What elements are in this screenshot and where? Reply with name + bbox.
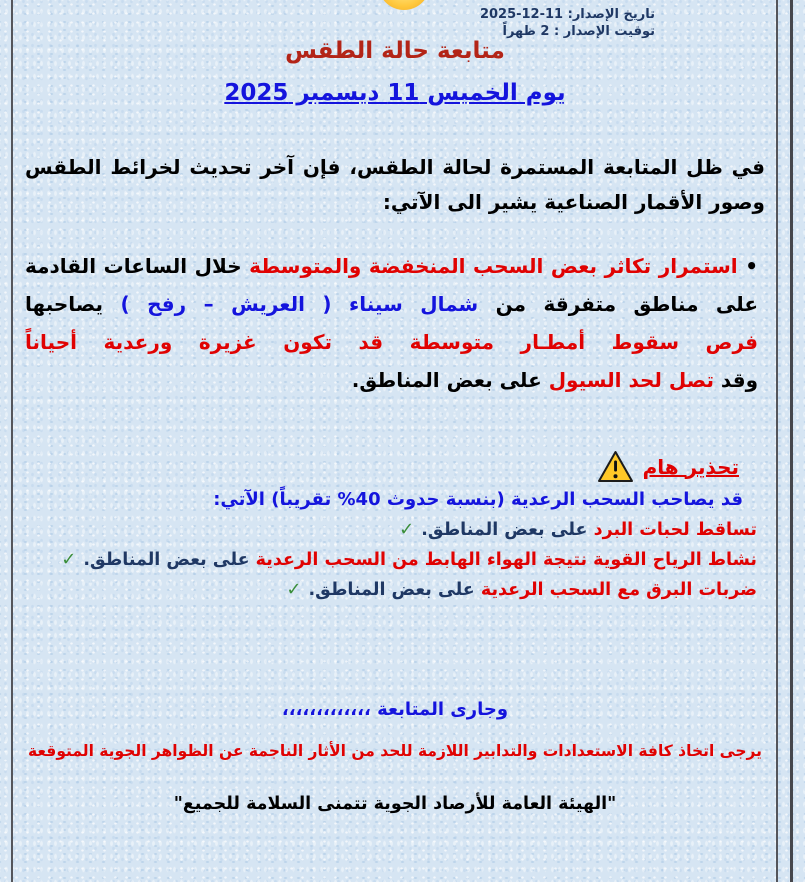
page-subtitle: يوم الخميس 11 ديسمبر 2025: [224, 80, 566, 106]
bullet-line-1: • استمرار تكاثر بعض السحب المنخفضة والمتوسطة خلال الساعات القادمة: [25, 254, 758, 278]
check-icon: ✓: [399, 519, 415, 540]
issue-info: [480, 6, 655, 40]
right-outer-border-line: [790, 0, 793, 882]
list-item: نشاط الرياح القوية نتيجة الهواء الهابط من السحب الرعدية على بعض المناطق.✓: [61, 549, 757, 570]
bullet-paragraph: [25, 247, 758, 399]
warning-heading: تحذير هام: [642, 454, 739, 479]
bullet-marker: •: [745, 254, 758, 278]
warning-header: [597, 450, 739, 483]
page-title: متابعة حالة الطقس: [285, 38, 505, 64]
monitoring-status-line: وجارى المتابعة ،،،،،،،،،،،،،: [281, 699, 509, 720]
intro-line-2: وصور الأقمار الصناعية يشير الى الآتي:: [382, 190, 765, 214]
intro-line-1: في ظل المتابعة المستمرة لحالة الطقس، فإن آخر تحديث لخرائط الطقس: [25, 155, 765, 179]
precaution-advice-line: يرجى اتخاذ كافة الاستعدادات والتدابير اللازمة للحد من الأثار الناجمة عن الظواهر الجوية المتوقعة: [28, 742, 762, 760]
warning-triangle-icon: [597, 450, 634, 483]
bullet-line-3: فرص سقوط أمطـار متوسطة قد تكون غزيرة ورعدية أحياناً: [25, 330, 758, 354]
list-item: تساقط لحبات البرد على بعض المناطق.✓: [399, 519, 757, 540]
sun-icon: [378, 0, 430, 10]
check-icon: ✓: [61, 549, 77, 570]
intro-paragraph: [25, 150, 765, 220]
bullet-line-4: وقد تصل لحد السيول على بعض المناطق.: [351, 368, 758, 392]
issue-date-label: تاريخ الإصدار:: [567, 7, 655, 22]
issue-time-line: توقيت الإصدار : 2 ظهراً: [502, 24, 655, 39]
check-icon: ✓: [286, 579, 302, 600]
issue-date-value: 2025-12-11: [479, 7, 564, 22]
bullet-line-2: على مناطق متفرقة من شمال سيناء ( العريش – رفح ) يصاحبها: [25, 292, 758, 316]
warning-intro-line: قد يصاحب السحب الرعدية (بنسبة حدوث 40% تقريباً) الآتي:: [213, 489, 743, 510]
issue-date-line: [480, 6, 655, 23]
signature-line: "الهيئة العامة للأرصاد الجوية تتمنى السلامة للجميع": [173, 794, 617, 814]
list-item: ضربات البرق مع السحب الرعدية على بعض المناطق.✓: [286, 579, 757, 600]
